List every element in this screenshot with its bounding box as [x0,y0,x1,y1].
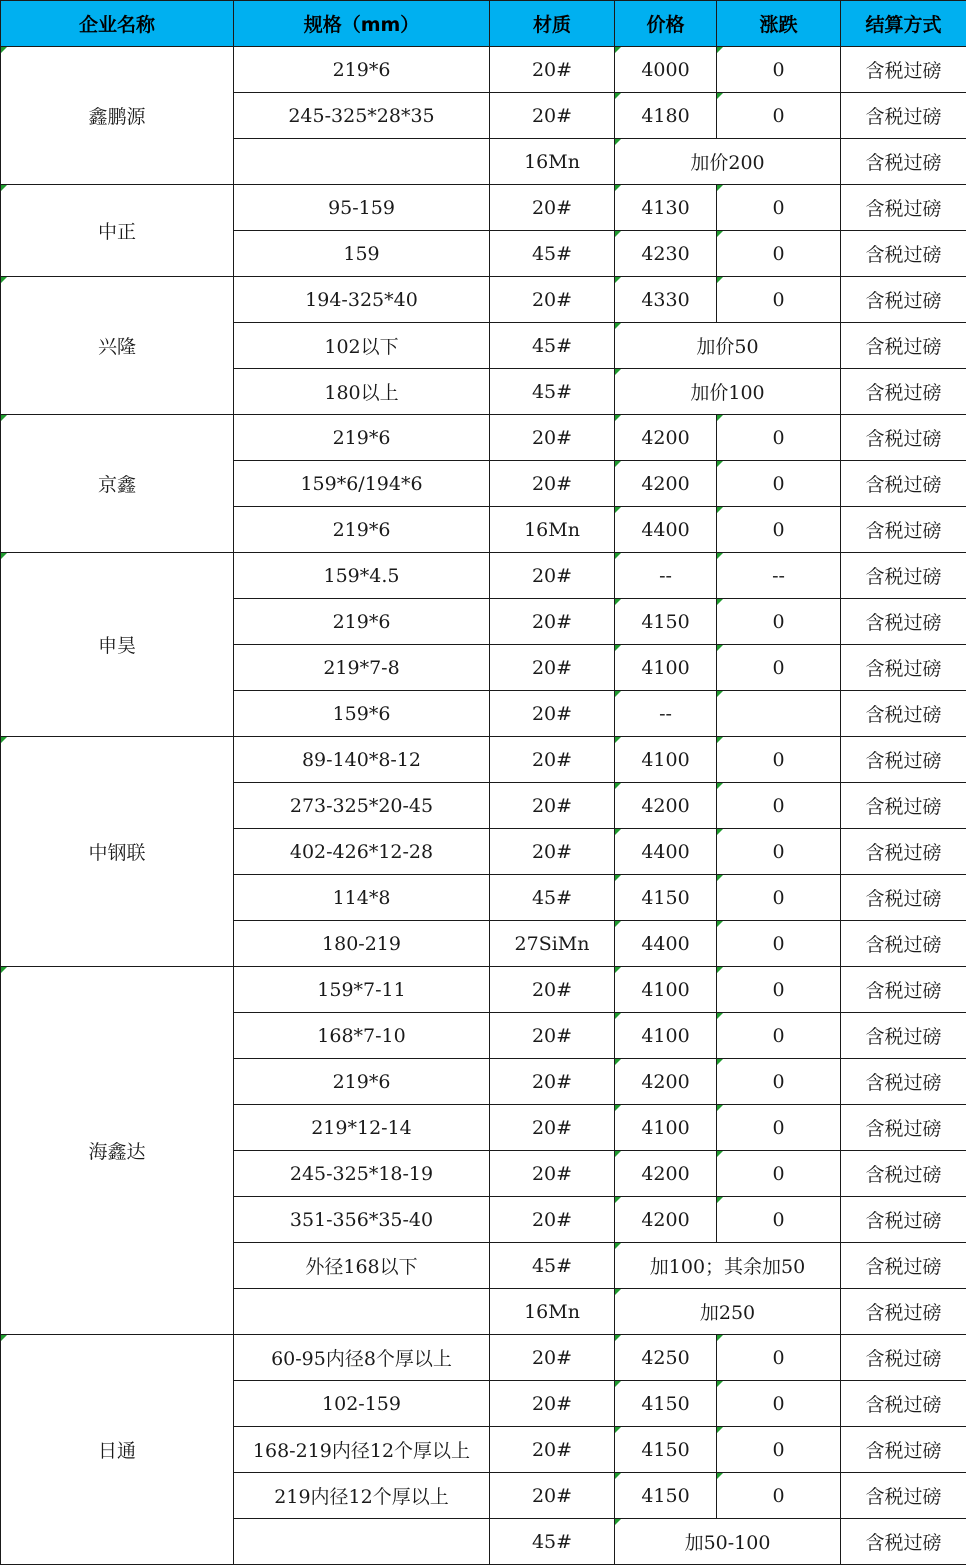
cell-marker-icon [1,185,7,191]
spec-cell: 219*6 [234,507,490,553]
price-cell: 4150 [615,599,717,645]
cell-marker-icon [1,277,7,283]
material-cell: 16Mn [490,507,615,553]
material-cell: 16Mn [490,139,615,185]
spec-cell: 159*7-11 [234,967,490,1013]
material-cell: 20# [490,829,615,875]
change-cell: 0 [717,829,841,875]
cell-marker-icon [717,1197,723,1203]
material-cell: 20# [490,737,615,783]
price-cell: 4150 [615,1427,717,1473]
change-cell: 0 [717,921,841,967]
settlement-cell: 含税过磅 [841,185,966,231]
cell-marker-icon [717,1059,723,1065]
material-cell: 45# [490,1243,615,1289]
settlement-cell: 含税过磅 [841,1289,966,1335]
material-cell: 27SiMn [490,921,615,967]
settlement-cell: 含税过磅 [841,737,966,783]
material-cell: 20# [490,1197,615,1243]
spec-cell: 219*6 [234,47,490,93]
cell-marker-icon [1,47,7,53]
cell-marker-icon [717,553,723,559]
cell-marker-icon [615,415,621,421]
spec-cell: 159 [234,231,490,277]
price-cell: 4200 [615,783,717,829]
spec-cell: 60-95内径8个厚以上 [234,1335,490,1381]
settlement-cell: 含税过磅 [841,1013,966,1059]
price-cell: 4100 [615,1105,717,1151]
material-cell: 20# [490,1105,615,1151]
price-note-cell: 加50-100 [615,1519,841,1565]
table-body [1,47,966,1565]
change-cell: 0 [717,507,841,553]
material-cell: 20# [490,1427,615,1473]
change-cell: 0 [717,277,841,323]
material-cell: 16Mn [490,1289,615,1335]
price-note-cell: 加价50 [615,323,841,369]
header-price: 价格 [615,1,717,47]
settlement-cell: 含税过磅 [841,967,966,1013]
price-cell: -- [615,553,717,599]
settlement-cell: 含税过磅 [841,691,966,737]
cell-marker-icon [717,1427,723,1433]
change-cell: 0 [717,415,841,461]
material-cell: 20# [490,93,615,139]
table-row [1,737,966,783]
cell-marker-icon [717,277,723,283]
table-row [1,415,966,461]
material-cell: 20# [490,553,615,599]
material-cell: 20# [490,461,615,507]
cell-marker-icon [615,921,621,927]
company-cell: 中正 [1,185,234,277]
spec-cell: 219内径12个厚以上 [234,1473,490,1519]
cell-marker-icon [615,1519,621,1525]
settlement-cell: 含税过磅 [841,1243,966,1289]
company-cell: 日通 [1,1335,234,1565]
change-cell: 0 [717,185,841,231]
change-cell: 0 [717,875,841,921]
price-cell: 4100 [615,737,717,783]
header-change: 涨跌 [717,1,841,47]
cell-marker-icon [717,461,723,467]
material-cell: 45# [490,323,615,369]
material-cell: 20# [490,415,615,461]
material-cell: 45# [490,369,615,415]
cell-marker-icon [717,1151,723,1157]
change-cell: 0 [717,1381,841,1427]
cell-marker-icon [717,93,723,99]
cell-marker-icon [1,967,7,973]
company-cell: 海鑫达 [1,967,234,1335]
cell-marker-icon [615,1105,621,1111]
change-cell: 0 [717,1427,841,1473]
cell-marker-icon [1,1335,7,1341]
settlement-cell: 含税过磅 [841,415,966,461]
change-cell: 0 [717,1151,841,1197]
change-cell: 0 [717,1335,841,1381]
spec-cell: 219*6 [234,1059,490,1105]
material-cell: 20# [490,783,615,829]
price-cell: 4200 [615,415,717,461]
cell-marker-icon [615,1427,621,1433]
settlement-cell: 含税过磅 [841,1381,966,1427]
material-cell: 20# [490,1381,615,1427]
cell-marker-icon [615,277,621,283]
price-cell: 4150 [615,1381,717,1427]
table-row [1,185,966,231]
material-cell: 20# [490,277,615,323]
table-row [1,1335,966,1381]
cell-marker-icon [717,1013,723,1019]
change-cell: 0 [717,231,841,277]
cell-marker-icon [615,323,621,329]
settlement-cell: 含税过磅 [841,783,966,829]
change-cell: 0 [717,599,841,645]
material-cell: 20# [490,47,615,93]
cell-marker-icon [615,1289,621,1295]
cell-marker-icon [615,1151,621,1157]
material-cell: 20# [490,1151,615,1197]
settlement-cell: 含税过磅 [841,139,966,185]
settlement-cell: 含税过磅 [841,1519,966,1565]
cell-marker-icon [717,875,723,881]
price-cell: 4100 [615,645,717,691]
settlement-cell: 含税过磅 [841,553,966,599]
spec-cell: 159*6 [234,691,490,737]
price-cell: 4130 [615,185,717,231]
price-cell: 4100 [615,967,717,1013]
price-cell: 4150 [615,1473,717,1519]
change-cell: 0 [717,47,841,93]
settlement-cell: 含税过磅 [841,921,966,967]
cell-marker-icon [615,553,621,559]
cell-marker-icon [615,691,621,697]
price-cell: -- [615,691,717,737]
cell-marker-icon [1,415,7,421]
spec-cell: 219*7-8 [234,645,490,691]
cell-marker-icon [615,1059,621,1065]
table-row [1,47,966,93]
spec-cell: 351-356*35-40 [234,1197,490,1243]
spec-cell: 245-325*18-19 [234,1151,490,1197]
header-company: 企业名称 [1,1,234,47]
cell-marker-icon [717,599,723,605]
settlement-cell: 含税过磅 [841,369,966,415]
spec-cell: 180以上 [234,369,490,415]
spec-cell: 219*12-14 [234,1105,490,1151]
change-cell: 0 [717,783,841,829]
price-cell: 4330 [615,277,717,323]
table-row [1,967,966,1013]
cell-marker-icon [717,1473,723,1479]
cell-marker-icon [717,1381,723,1387]
cell-marker-icon [615,829,621,835]
settlement-cell: 含税过磅 [841,93,966,139]
cell-marker-icon [615,783,621,789]
table-row [1,277,966,323]
spec-cell: 114*8 [234,875,490,921]
cell-marker-icon [717,185,723,191]
change-cell: 0 [717,1013,841,1059]
cell-marker-icon [615,737,621,743]
cell-marker-icon [717,967,723,973]
price-note-cell: 加100；其余加50 [615,1243,841,1289]
company-cell: 兴隆 [1,277,234,415]
settlement-cell: 含税过磅 [841,1427,966,1473]
table-row [1,553,966,599]
price-cell: 4400 [615,507,717,553]
change-cell: 0 [717,645,841,691]
material-cell: 45# [490,1519,615,1565]
cell-marker-icon [615,1243,621,1249]
price-note-cell: 加价100 [615,369,841,415]
price-cell: 4200 [615,1151,717,1197]
cell-marker-icon [717,921,723,927]
spec-cell: 89-140*8-12 [234,737,490,783]
cell-marker-icon [615,875,621,881]
material-cell: 20# [490,1335,615,1381]
price-cell: 4150 [615,875,717,921]
change-cell: 0 [717,1059,841,1105]
change-cell: -- [717,553,841,599]
spec-cell [234,1289,490,1335]
company-cell: 中钢联 [1,737,234,967]
cell-marker-icon [615,599,621,605]
settlement-cell: 含税过磅 [841,323,966,369]
settlement-cell: 含税过磅 [841,1473,966,1519]
cell-marker-icon [717,1335,723,1341]
material-cell: 45# [490,231,615,277]
change-cell [717,691,841,737]
cell-marker-icon [615,507,621,513]
settlement-cell: 含税过磅 [841,1059,966,1105]
material-cell: 20# [490,1059,615,1105]
price-cell: 4400 [615,921,717,967]
settlement-cell: 含税过磅 [841,645,966,691]
cell-marker-icon [717,691,723,697]
cell-marker-icon [615,1335,621,1341]
spec-cell: 180-219 [234,921,490,967]
spec-cell: 402-426*12-28 [234,829,490,875]
cell-marker-icon [615,1381,621,1387]
spec-cell: 102-159 [234,1381,490,1427]
company-cell: 京鑫 [1,415,234,553]
cell-marker-icon [615,1197,621,1203]
price-cell: 4200 [615,461,717,507]
cell-marker-icon [717,829,723,835]
header-row [1,1,966,47]
material-cell: 20# [490,185,615,231]
change-cell: 0 [717,461,841,507]
price-cell: 4200 [615,1197,717,1243]
price-cell: 4230 [615,231,717,277]
change-cell: 0 [717,967,841,1013]
settlement-cell: 含税过磅 [841,277,966,323]
cell-marker-icon [717,231,723,237]
cell-marker-icon [1,553,7,559]
cell-marker-icon [615,369,621,375]
settlement-cell: 含税过磅 [841,507,966,553]
spec-cell: 168*7-10 [234,1013,490,1059]
cell-marker-icon [615,1013,621,1019]
settlement-cell: 含税过磅 [841,231,966,277]
settlement-cell: 含税过磅 [841,1151,966,1197]
cell-marker-icon [615,231,621,237]
settlement-cell: 含税过磅 [841,829,966,875]
cell-marker-icon [615,967,621,973]
settlement-cell: 含税过磅 [841,461,966,507]
company-cell: 鑫鹏源 [1,47,234,185]
spec-cell: 168-219内径12个厚以上 [234,1427,490,1473]
cell-marker-icon [717,737,723,743]
spec-cell: 159*4.5 [234,553,490,599]
material-cell: 20# [490,967,615,1013]
price-cell: 4180 [615,93,717,139]
spec-cell [234,1519,490,1565]
cell-marker-icon [1,737,7,743]
cell-marker-icon [615,47,621,53]
change-cell: 0 [717,1105,841,1151]
spec-cell [234,139,490,185]
material-cell: 20# [490,645,615,691]
settlement-cell: 含税过磅 [841,1335,966,1381]
material-cell: 20# [490,1013,615,1059]
price-note-cell: 加价200 [615,139,841,185]
cell-marker-icon [615,645,621,651]
cell-marker-icon [717,507,723,513]
price-cell: 4400 [615,829,717,875]
price-note-cell: 加250 [615,1289,841,1335]
change-cell: 0 [717,1473,841,1519]
settlement-cell: 含税过磅 [841,599,966,645]
spec-cell: 102以下 [234,323,490,369]
settlement-cell: 含税过磅 [841,1105,966,1151]
company-cell: 申昊 [1,553,234,737]
cell-marker-icon [717,783,723,789]
cell-marker-icon [717,47,723,53]
material-cell: 20# [490,599,615,645]
price-cell: 4250 [615,1335,717,1381]
cell-marker-icon [615,1473,621,1479]
settlement-cell: 含税过磅 [841,47,966,93]
header-settlement: 结算方式 [841,1,966,47]
spec-cell: 273-325*20-45 [234,783,490,829]
change-cell: 0 [717,1197,841,1243]
price-cell: 4100 [615,1013,717,1059]
change-cell: 0 [717,737,841,783]
spec-cell: 外径168以下 [234,1243,490,1289]
settlement-cell: 含税过磅 [841,1197,966,1243]
price-cell: 4200 [615,1059,717,1105]
spec-cell: 245-325*28*35 [234,93,490,139]
spec-cell: 194-325*40 [234,277,490,323]
spec-cell: 95-159 [234,185,490,231]
cell-marker-icon [717,415,723,421]
cell-marker-icon [615,93,621,99]
cell-marker-icon [615,139,621,145]
cell-marker-icon [615,461,621,467]
cell-marker-icon [717,1105,723,1111]
cell-marker-icon [717,645,723,651]
spec-cell: 159*6/194*6 [234,461,490,507]
change-cell: 0 [717,93,841,139]
header-material: 材质 [490,1,615,47]
spec-cell: 219*6 [234,415,490,461]
material-cell: 20# [490,691,615,737]
cell-marker-icon [615,185,621,191]
header-spec: 规格（mm） [234,1,490,47]
material-cell: 20# [490,1473,615,1519]
spec-cell: 219*6 [234,599,490,645]
price-cell: 4000 [615,47,717,93]
material-cell: 45# [490,875,615,921]
settlement-cell: 含税过磅 [841,875,966,921]
